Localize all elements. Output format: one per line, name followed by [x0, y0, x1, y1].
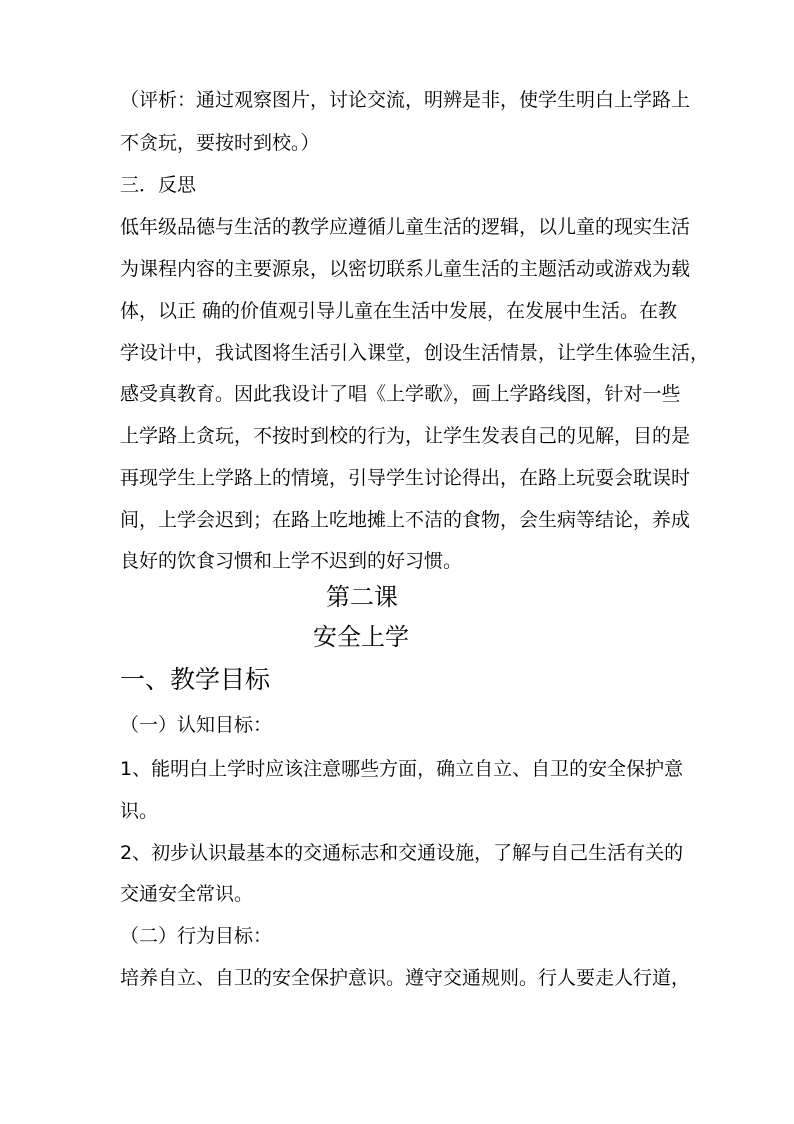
paragraph-line: 识。	[120, 800, 159, 822]
paragraph-line: 不贪玩，要按时到校。）	[120, 132, 320, 154]
subheading-behavior-goals: （二）行为目标：	[120, 925, 273, 947]
paragraph-line: 间，上学会迟到；在路上吃地摊上不洁的食物，会生病等结论，养成	[120, 509, 691, 531]
paragraph-line: 2、初步认识最基本的交通标志和交通设施，了解与自己生活有关的	[120, 842, 684, 864]
section-heading-reflection: 三．反思	[120, 174, 197, 196]
paragraph-line: 为课程内容的主要源泉，以密切联系儿童生活的主题活动或游戏为载	[120, 258, 691, 280]
paragraph-line: 感受真教育。因此我设计了唱《上学歌》，画上学路线图，针对一些	[120, 383, 681, 405]
paragraph-line: 1、能明白上学时应该注意哪些方面，确立自立、自卫的安全保护意	[120, 758, 684, 780]
section-heading-teaching-goals: 一、教学目标	[120, 665, 271, 694]
paragraph-line: 再现学生上学路上的情境，引导学生讨论得出，在路上玩耍会耽误时	[120, 467, 691, 489]
paragraph-line: （评析：通过观察图片，讨论交流，明辨是非，使学生明白上学路上	[120, 89, 691, 111]
paragraph-line: 上学路上贪玩，不按时到校的行为，让学生发表自己的见解，目的是	[120, 425, 691, 447]
lesson-title: 第二课	[326, 583, 398, 611]
paragraph-line: 学设计中，我试图将生活引入课堂，创设生活情景，让学生体验生活，	[120, 342, 710, 364]
paragraph-line: 良好的饮食习惯和上学不迟到的好习惯。	[120, 550, 463, 572]
paragraph-line: 交通安全常识。	[120, 883, 254, 905]
paragraph-line: 低年级品德与生活的教学应遵循儿童生活的逻辑，以儿童的现实生活	[120, 216, 691, 238]
lesson-subtitle: 安全上学	[313, 623, 409, 651]
subheading-cognitive-goals: （一）认知目标：	[120, 714, 273, 736]
paragraph-line: 培养自立、自卫的安全保护意识。遵守交通规则。行人要走人行道，	[120, 967, 691, 989]
paragraph-line: 体，以正 确的价值观引导儿童在生活中发展，在发展中生活。在教	[120, 300, 678, 322]
